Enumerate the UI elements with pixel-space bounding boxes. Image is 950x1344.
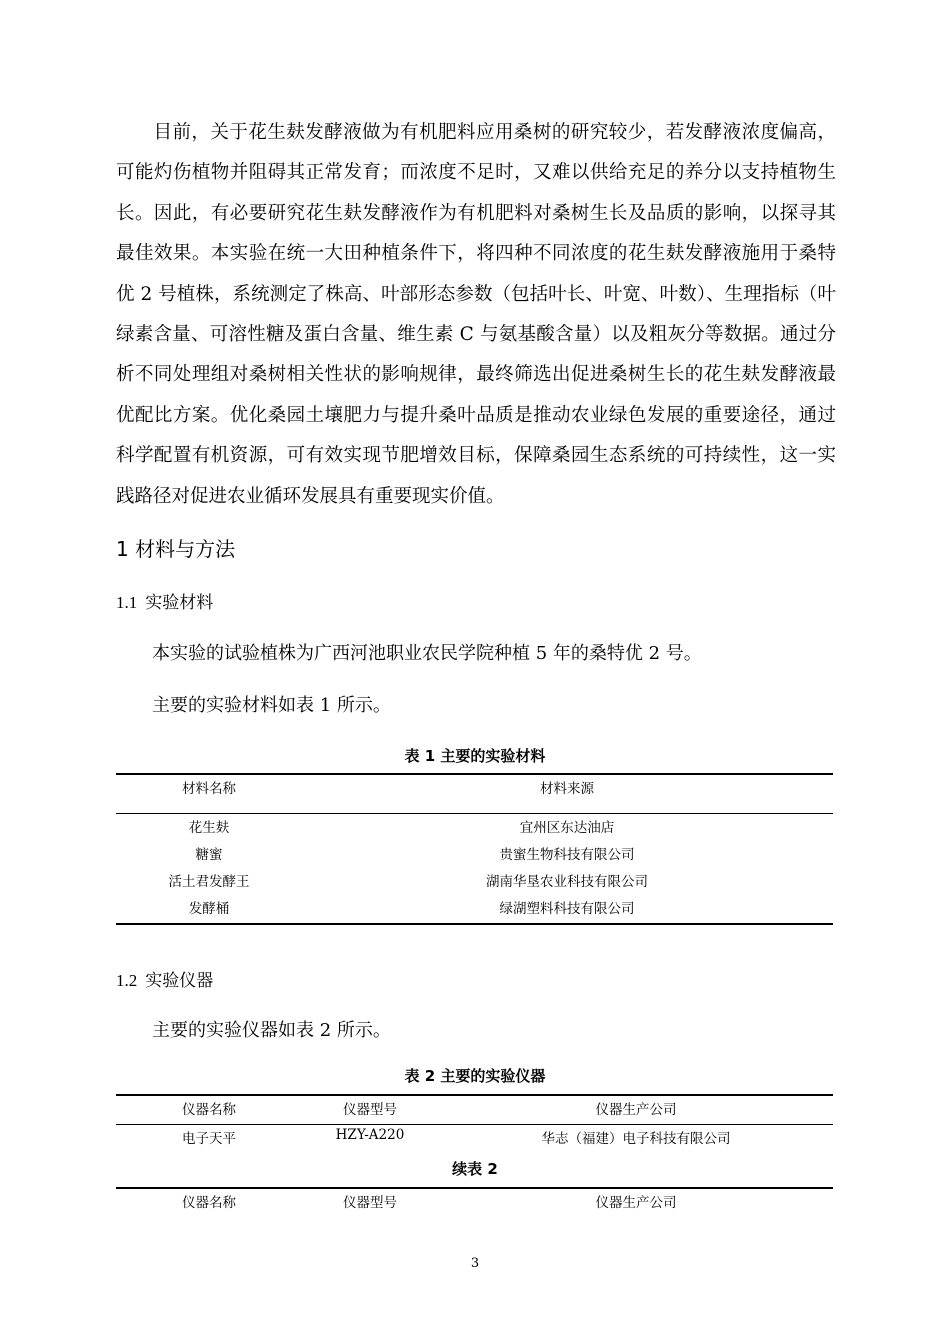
- section-heading-1: 1 材料与方法: [116, 537, 236, 561]
- intro-paragraph: [116, 113, 836, 517]
- table1-header-rule: [116, 813, 833, 814]
- table1-header-source: 材料来源: [540, 781, 594, 797]
- section-heading-1-2: [116, 966, 213, 991]
- section-number: 1.2: [116, 971, 138, 990]
- table1-caption: 表 1 主要的实验材料: [404, 747, 546, 765]
- table2-cont-top-rule: [116, 1187, 833, 1189]
- section-number: 1.1: [116, 593, 138, 612]
- table2-cont-header-name: 仪器名称: [182, 1195, 236, 1211]
- intro-paragraph-text: 目前，关于花生麸发酵液做为有机肥料应用桑树的研究较少，若发酵液浓度偏高，可能灼伤植物并阻碍其正常发育；而浓度不足时，又难以供给充足的养分以支持植物生长。因此，有必要研究花生麸发酵液作为有机肥料对桑树生长及品质的影响，以探寻其最佳效果。本实验在统一大田种植条件下，将四种不同浓度的花生麸发酵液施用于桑特优 2 号植株，系统测定了株高、叶部形态参数（包括叶长、叶宽、叶数）、生理指标（叶绿素含量、可溶性糖及蛋白含量、维生素 C 与氨基酸含量）以及粗灰分等数据。通过分析不同处理组对桑树相关性状的影响规律，最终筛选出促进桑树生长的花生麸发酵液最优配比方案。优化桑园土壤肥力与提升桑叶品质是推动农业绿色发展的重要途径，通过科学配置有机资源，可有效实现节肥增效目标，保障桑园生态系统的可持续性，这一实践路径对促进农业循环发展具有重要现实价值。: [116, 122, 836, 507]
- table2-header-company: 仪器生产公司: [595, 1102, 677, 1118]
- materials-paragraph-1: 本实验的试验植株为广西河池职业农民学院种植 5 年的桑特优 2 号。: [152, 643, 702, 664]
- table-row-cell: 电子天平: [182, 1131, 236, 1147]
- section-heading-1-1: [116, 588, 213, 613]
- table-row-cell: 花生麸: [188, 820, 230, 836]
- materials-paragraph-2: 主要的实验材料如表 1 所示。: [152, 695, 391, 716]
- table-row-cell: 绿湖塑料科技有限公司: [499, 901, 635, 917]
- table1-top-rule: [116, 773, 833, 775]
- table2-top-rule: [116, 1094, 833, 1096]
- table-row-cell: 糖蜜: [195, 847, 223, 863]
- table-row-cell: 宜州区东达油店: [519, 820, 615, 836]
- table-row-cell: 湖南华垦农业科技有限公司: [486, 874, 648, 890]
- table2-caption: 表 2 主要的实验仪器: [404, 1067, 546, 1085]
- table-row-cell: 活土君发酵王: [168, 874, 250, 890]
- table2-header-name: 仪器名称: [182, 1102, 236, 1118]
- section-title: 实验仪器: [145, 971, 214, 991]
- table2-cont-header-company: 仪器生产公司: [595, 1195, 677, 1211]
- table2-cont-header-model: 仪器型号: [343, 1195, 397, 1211]
- table-row-cell: HZY-A220: [335, 1127, 405, 1143]
- table2-continued-caption: 续表 2: [452, 1160, 498, 1178]
- table-row-cell: 贵蜜生物科技有限公司: [499, 847, 635, 863]
- instruments-paragraph: 主要的实验仪器如表 2 所示。: [152, 1020, 391, 1041]
- section-title: 实验材料: [145, 593, 214, 613]
- table-row-cell: 发酵桶: [188, 901, 230, 917]
- page-number: 3: [470, 1256, 480, 1271]
- table-row-cell: 华志（福建）电子科技有限公司: [541, 1131, 731, 1147]
- table1-bottom-rule: [116, 923, 833, 925]
- table2-header-model: 仪器型号: [343, 1102, 397, 1118]
- table2-header-rule: [116, 1124, 833, 1125]
- table1-header-name: 材料名称: [182, 781, 236, 797]
